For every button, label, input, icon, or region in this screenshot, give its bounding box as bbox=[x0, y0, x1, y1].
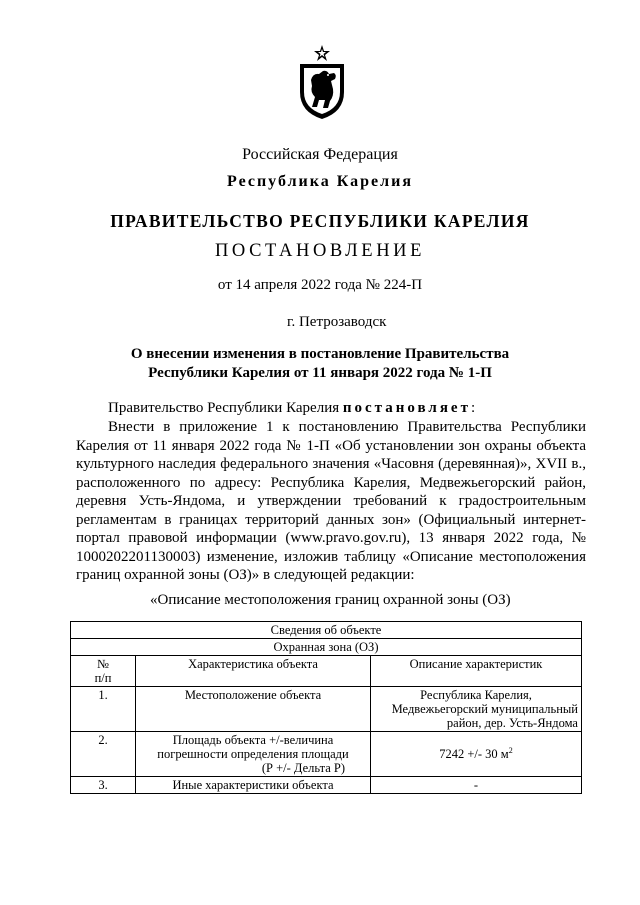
header-num: № п/п bbox=[71, 656, 136, 687]
object-info-table bbox=[70, 621, 582, 794]
table-subtitle: Охранная зона (ОЗ) bbox=[71, 639, 582, 656]
resolution-body bbox=[76, 418, 586, 585]
resolution-intro bbox=[108, 400, 475, 417]
row-description: 7242 +/- 30 $м^2$ bbox=[371, 732, 582, 777]
table-row bbox=[71, 777, 582, 794]
row-num: 3. bbox=[71, 777, 136, 794]
table-caption: «Описание местоположения границ охранной зоны (ОЗ) bbox=[150, 592, 511, 608]
government-title: ПРАВИТЕЛЬСТВО РЕСПУБЛИКИ КАРЕЛИЯ bbox=[110, 211, 530, 231]
document-subject bbox=[0, 345, 640, 383]
table-subtitle-row bbox=[71, 639, 582, 656]
row-num: 2. bbox=[71, 732, 136, 777]
document-type: ПОСТАНОВЛЕНИЕ bbox=[214, 241, 426, 261]
table-title: Сведения об объекте bbox=[71, 622, 582, 639]
table-title-row bbox=[71, 622, 582, 639]
karelia-coat-of-arms-icon bbox=[297, 44, 347, 120]
row-characteristic: Иные характеристики объекта bbox=[136, 777, 371, 794]
subject-line: О внесении изменения в постановление Правительства bbox=[130, 346, 510, 362]
subject-line: Республики Карелия от 11 января 2022 года № 1-П bbox=[148, 365, 492, 381]
header-description: Описание характеристик bbox=[371, 656, 582, 687]
table-row bbox=[71, 732, 582, 777]
row-characteristic: Площадь объекта +/-величина погрешности определения площади (Р +/- Дельта Р) bbox=[136, 732, 371, 777]
country-name: Российская Федерация bbox=[242, 146, 398, 163]
document-date-number: от 14 апреля 2022 года № 224-П bbox=[217, 277, 423, 293]
intro-suffix: : bbox=[470, 400, 476, 416]
republic-name: Республика Карелия bbox=[227, 173, 413, 190]
row-num: 1. bbox=[71, 687, 136, 732]
table-header-row bbox=[71, 656, 582, 687]
row-characteristic: Местоположение объекта bbox=[136, 687, 371, 732]
header-characteristic: Характеристика объекта bbox=[136, 656, 371, 687]
body-paragraph: Внести в приложение 1 к постановлению Правительства Республики Карелия от 11 января 2022 года № 1-П «Об установлении зон охраны объекта культурного наследия федерального значения «Часовня (деревянная)», XVII в., расположенного по адресу: Республика Карелия, Медвежьегорский район, деревня Усть-Яндома, и утверждении требований к градостроительным регламентам в границах территорий данных зон» (Официальный интернет-портал правовой информации (www.pravo.gov.ru), 13 января 2022 года, № 1000202201130003) изменение, изложив таблицу «Описание местоположения границ охранной зоны (ОЗ)» в следующей редакции: bbox=[76, 419, 586, 583]
intro-prefix: Правительство Республики Карелия bbox=[108, 400, 343, 416]
intro-emphasis: постановляет bbox=[342, 400, 471, 416]
document-city: г. Петрозаводск bbox=[287, 314, 387, 330]
row-description: - bbox=[371, 777, 582, 794]
row-description: Республика Карелия, Медвежьегорский муниципальный район, дер. Усть-Яндома bbox=[371, 687, 582, 732]
table-row bbox=[71, 687, 582, 732]
